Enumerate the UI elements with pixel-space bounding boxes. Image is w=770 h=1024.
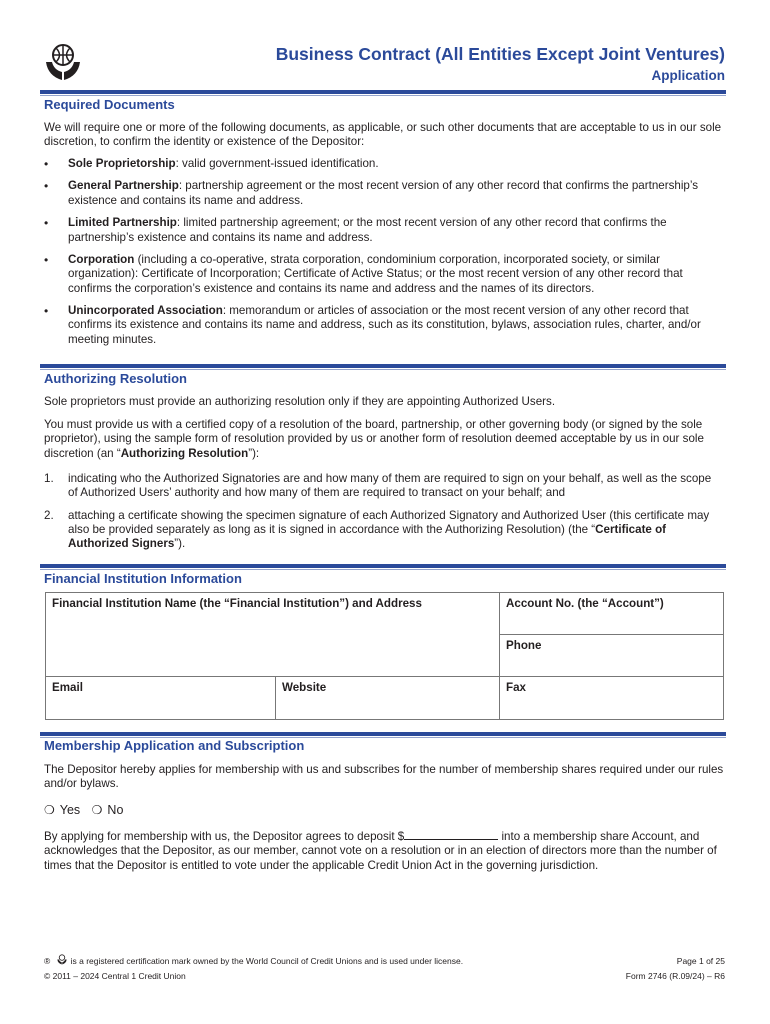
section-heading-financial-institution: Financial Institution Information bbox=[44, 571, 242, 586]
section-heading-authorizing-resolution: Authorizing Resolution bbox=[44, 371, 187, 386]
list-item: • Sole Proprietorship: valid government-issued identification. bbox=[44, 157, 724, 171]
document-title: Business Contract (All Entities Except Joint Ventures) bbox=[275, 44, 725, 64]
list-item: • General Partnership: partnership agreement or the most recent version of any other record that confirms the partnership’s existence and contains its name and address. bbox=[44, 179, 724, 208]
phone-field[interactable]: Phone bbox=[500, 635, 724, 677]
membership-choice bbox=[44, 803, 123, 817]
list-item: • Corporation (including a co-operative, strata corporation, condominium corporation, incorporated society, or similar organization): Certificate of Incorporation; Certificate of Active Status; or the most recent version of any other record that confirms the corporation’s existence and contains its name and address and the names of its directors. bbox=[44, 253, 724, 296]
financial-institution-table bbox=[45, 592, 724, 720]
authorizing-resolution-list bbox=[44, 472, 724, 559]
required-documents-intro: We will require one or more of the following documents, as applicable, or such other documents that are acceptable to us in our sole discretion, to confirm the identity or existence of the Depositor: bbox=[44, 121, 722, 149]
membership-para2: By applying for membership with us, the Depositor agrees to deposit $ into a membership share Account, and acknowledges that the Depositor, as our member, cannot vote on a resolution or in an election of directors more than the number of times that the Depositor is entitled to vote under the applicable Credit Union Act in the governing jurisdiction. bbox=[44, 830, 717, 872]
credit-union-logo-icon bbox=[44, 42, 82, 82]
document-subtitle: Application bbox=[651, 68, 725, 83]
footer-right bbox=[626, 954, 725, 983]
checkbox-icon: ❍ bbox=[44, 803, 55, 817]
copyright: © 2011 – 2024 Central 1 Credit Union bbox=[44, 970, 186, 981]
section-divider bbox=[40, 364, 726, 368]
no-option[interactable]: ❍ No bbox=[91, 803, 124, 817]
form-number: Form 2746 (R.09/24) – R6 bbox=[625, 970, 725, 981]
financial-institution-name-field[interactable]: Financial Institution Name (the “Financial Institution”) and Address bbox=[46, 593, 500, 677]
account-number-field[interactable]: Account No. (the “Account”) bbox=[500, 593, 724, 635]
required-documents-list bbox=[44, 157, 724, 355]
section-divider bbox=[40, 732, 726, 736]
footer-left: ® is a registered certification mark owned by the World Council of Credit Unions and is used under license. © 2011 – 2024 Central 1 Credit Union bbox=[44, 954, 463, 983]
page-number: Page 1 of 25 bbox=[676, 956, 725, 966]
section-divider bbox=[40, 564, 726, 568]
deposit-amount-field[interactable] bbox=[404, 828, 498, 840]
yes-option[interactable]: ❍ Yes bbox=[44, 803, 81, 817]
list-item: 2. attaching a certificate showing the specimen signature of each Authorized Signatory and Authorized User (this certificate may also be provided separately as long as it is signed in accordance with the Authorizing Resolution) (the “Certificate of Authorized Signers”). bbox=[44, 508, 710, 551]
email-field[interactable]: Email bbox=[46, 677, 276, 720]
authorizing-resolution-para1: Sole proprietors must provide an authorizing resolution only if they are appointing Authorized Users. bbox=[44, 395, 556, 408]
checkbox-icon: ❍ bbox=[91, 803, 103, 817]
membership-para1: The Depositor hereby applies for membership with us and subscribes for the number of membership shares required under our rules and/or bylaws. bbox=[44, 763, 724, 791]
list-item: 1. indicating who the Authorized Signatories are and how many of them are required to sign on your behalf, as well as the scope of Authorized Users’ authority and how many of them are required to transact on your behalf; and bbox=[44, 472, 712, 500]
section-heading-membership: Membership Application and Subscription bbox=[44, 738, 305, 753]
website-field[interactable]: Website bbox=[276, 677, 500, 720]
list-item: • Limited Partnership: limited partnership agreement; or the most recent version of any other record that confirms the partnership’s existence and contains its name and address. bbox=[44, 216, 724, 245]
authorizing-resolution-para2: You must provide us with a certified copy of a resolution of the board, partnership, or other governing body (or signed by the sole proprietor), using the sample form of resolution provided by us or another form of resolution deemed acceptable by us in our sole discretion (an “Authorizing Resolution”): bbox=[44, 418, 704, 460]
list-item: • Unincorporated Association: memorandum or articles of association or the most recent version of any other record that confirms its existence and contains its name and address, such as its constitution, bylaws, association rules, charter, and/or meeting minutes. bbox=[44, 304, 724, 347]
fax-field[interactable]: Fax bbox=[500, 677, 724, 720]
section-divider bbox=[40, 90, 726, 94]
credit-union-logo-icon bbox=[56, 954, 68, 965]
section-heading-required-documents: Required Documents bbox=[44, 97, 175, 112]
